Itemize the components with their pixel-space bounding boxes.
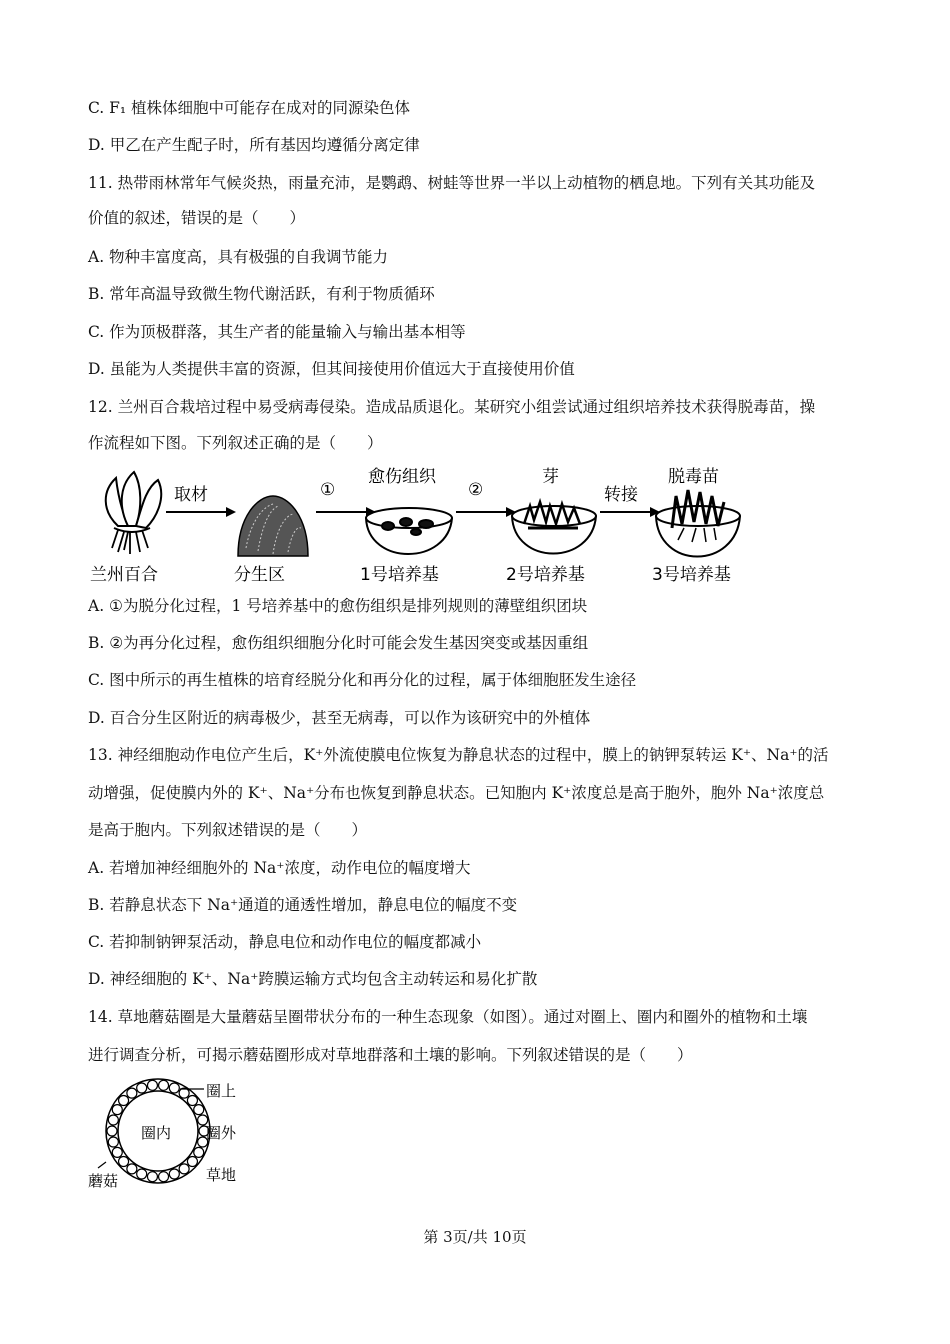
mushroom-dot [108, 1137, 118, 1147]
mushroom-dot [159, 1080, 169, 1090]
q11-option-c: C. 作为顶极群落，其生产者的能量输入与输出基本相等 [88, 323, 466, 341]
q12-option-b: B. ②为再分化过程，愈伤组织细胞分化时可能会发生基因突变或基因重组 [88, 634, 589, 652]
mushroom-dot [187, 1095, 197, 1105]
culture-dish-3-icon [656, 490, 740, 557]
mushroom-dot [127, 1164, 137, 1174]
medium-1-label: 1号培养基 [360, 565, 439, 585]
mushroom-dot [187, 1157, 197, 1167]
q12-option-a: A. ①为脱分化过程，1 号培养基中的愈伤组织是排列规则的薄壁组织团块 [88, 597, 588, 615]
culture-dish-2-icon [512, 502, 596, 554]
mushroom-dot [179, 1088, 189, 1098]
seedling-title: 脱毒苗 [668, 467, 719, 487]
q12-stem-1: 12. 兰州百合栽培过程中易受病毒侵染。造成品质退化。某研究小组尝试通过组织培养技术获得脱毒苗，操 [88, 398, 816, 416]
mushroom-ring-figure [88, 1078, 268, 1193]
medium-2-label: 2号培养基 [506, 565, 585, 585]
mushroom-dot [169, 1169, 179, 1179]
mushroom-label: 蘑菇 [88, 1172, 119, 1190]
plant-label: 兰州百合 [90, 565, 158, 585]
tissue-culture-figure [88, 466, 768, 586]
mushroom-dot [169, 1083, 179, 1093]
q12-stem-2: 作流程如下图。下列叙述正确的是（ ） [88, 434, 383, 452]
q11-option-b: B. 常年高温导致微生物代谢活跃，有利于物质循环 [88, 285, 435, 303]
q14-stem-2: 进行调查分析，可揭示蘑菇圈形成对草地群落和土壤的影响。下列叙述错误的是（ ） [88, 1046, 693, 1064]
q11-option-d: D. 虽能为人类提供丰富的资源，但其间接使用价值远大于直接使用价值 [88, 360, 575, 378]
step-label-2: ② [468, 480, 484, 500]
q10-option-d: D. 甲乙在产生配子时，所有基因均遵循分离定律 [88, 136, 420, 154]
ring-label-on: 圈上 [206, 1082, 237, 1100]
mushroom-dot [194, 1105, 204, 1115]
mushroom-dot [108, 1115, 118, 1125]
step-label-1: ① [320, 480, 336, 500]
q14-stem-1: 14. 草地蘑菇圈是大量蘑菇呈圈带状分布的一种生态现象（如图）。通过对圈上、圈内和圈外的植物和土壤 [88, 1008, 808, 1026]
callus-title: 愈伤组织 [368, 467, 436, 487]
q11-stem-2: 价值的叙述，错误的是（ ） [88, 209, 306, 227]
mushroom-dot [119, 1157, 129, 1167]
page-footer: 第 3页/共 10页 [423, 1228, 527, 1246]
culture-dish-1-icon [366, 508, 452, 554]
mushroom-dot [137, 1169, 147, 1179]
mushroom-dot [159, 1172, 169, 1182]
mushroom-dot [112, 1105, 122, 1115]
q13-option-b: B. 若静息状态下 Na⁺通道的通透性增加，静息电位的幅度不变 [88, 896, 518, 914]
q10-option-c: C. F₁ 植株体细胞中可能存在成对的同源染色体 [88, 99, 411, 117]
mushroom-dot [137, 1083, 147, 1093]
mushroom-dot [127, 1088, 137, 1098]
medium-3-label: 3号培养基 [652, 565, 731, 585]
mushroom-dot [119, 1095, 129, 1105]
mushroom-dot [179, 1164, 189, 1174]
grassland-label: 草地 [206, 1166, 237, 1184]
q13-stem-2: 动增强，促使膜内外的 K⁺、Na⁺分布也恢复到静息状态。已知胞内 K⁺浓度总是高于胞外，胞外 Na⁺浓度总 [88, 784, 825, 802]
bud-title: 芽 [542, 467, 559, 487]
meristem-label: 分生区 [234, 565, 285, 585]
q11-option-a: A. 物种丰富度高，具有极强的自我调节能力 [88, 248, 389, 266]
q13-option-c: C. 若抑制钠钾泵活动，静息电位和动作电位的幅度都减小 [88, 933, 482, 951]
q12-option-c: C. 图中所示的再生植株的培育经脱分化和再分化的过程，属于体细胞胚发生途径 [88, 671, 637, 689]
q13-stem-3: 是高于胞内。下列叙述错误的是（ ） [88, 821, 368, 839]
meristem-icon [238, 496, 308, 556]
q13-option-d: D. 神经细胞的 K⁺、Na⁺跨膜运输方式均包含主动转运和易化扩散 [88, 970, 538, 988]
mushroom-dot [147, 1080, 157, 1090]
mushroom-dot [107, 1126, 117, 1136]
step-label-qucai: 取材 [174, 485, 208, 505]
mushroom-dot [147, 1172, 157, 1182]
mushroom-dot [194, 1147, 204, 1157]
q13-stem-1: 13. 神经细胞动作电位产生后，K⁺外流使膜电位恢复为静息状态的过程中，膜上的钠钾泵转运 K⁺、Na⁺的活 [88, 746, 829, 764]
mushroom-dot [112, 1147, 122, 1157]
q13-option-a: A. 若增加神经细胞外的 Na⁺浓度，动作电位的幅度增大 [88, 859, 471, 877]
ring-label-outside: 圈外 [206, 1124, 237, 1142]
ring-label-inside: 圈内 [141, 1124, 172, 1142]
q11-stem-1: 11. 热带雨林常年气候炎热，雨量充沛，是鹦鹉、树蛙等世界一半以上动植物的栖息地。下列有关其功能及 [88, 174, 816, 192]
q12-option-d: D. 百合分生区附近的病毒极少，甚至无病毒，可以作为该研究中的外植体 [88, 709, 591, 727]
step-label-transfer: 转接 [604, 485, 638, 505]
lily-bulb-icon [106, 472, 161, 554]
